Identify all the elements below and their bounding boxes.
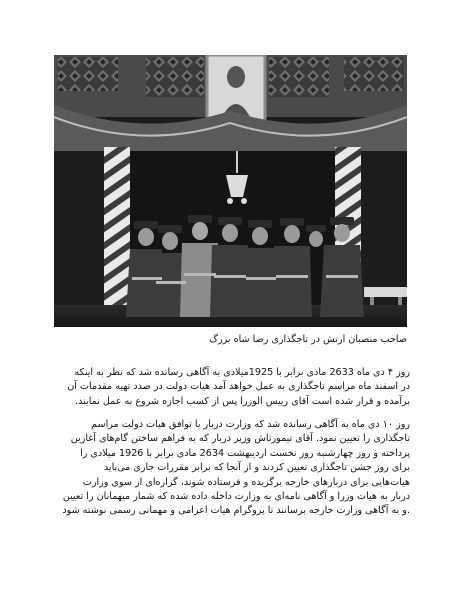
paragraph-line: .و به آگاهی وزارت خارجه برسانند تا پروگرام هیات اعزامی و مهمانی رسمی نوشته شود [62,505,410,517]
paragraph-2 [50,418,410,519]
paragraph-line: برای روز جشن تاجگذاری تعیین کردند و از آنجا که برابر مقررات جاری می‌باید [103,462,410,474]
paragraph-line: روز ۱۰ دی ماه به آگاهی رسانده شد که وزارت دربار با توافق هیات دولت مراسم [91,419,410,430]
paragraph-line: هیات‌هایی برای دربارهای خارجه برگزیده و فرستاده شوند، گزاره‌ای از سوی وزارت [82,476,410,488]
paragraph-line: پرداخته و روز چهارشنبه روز نخست اردیبهشت 2634 مادی برابر با 1926 میلادی را [80,447,410,459]
historical-photo [54,55,407,327]
paragraph-1 [50,366,410,409]
paragraph-line: دربار به هیات وزرا و آگاهی نامه‌ای به وزارت داخله داده شده که شمار میهمانان را تعیین [62,491,410,503]
paragraph-line: در اسفند ماه مراسم تاجگذاری به عمل خواهد آمد هیات دولت در صدد تهیه مقدمات آن [67,381,410,393]
paragraph-line: تاجگذاری را تعیین نمود. آقای تیمورتاش وزیر دربار که به فراهم ساختن گام‌های آغازین [70,433,410,445]
paragraph-line: برآمده و قرار شده است آقای رییس الوزرا پس از کسب اجازه شروع به عمل نمایند. [75,395,410,407]
paragraph-line: روز ۴ دی ماه 2633 مادی برابر با 1925میلادی به آگاهی رسانده شد که نظر به اینکه [74,367,410,378]
photo-caption: صاحب منصبان ارتش در تاجگذاری رضا شاه بزرگ [209,334,407,345]
